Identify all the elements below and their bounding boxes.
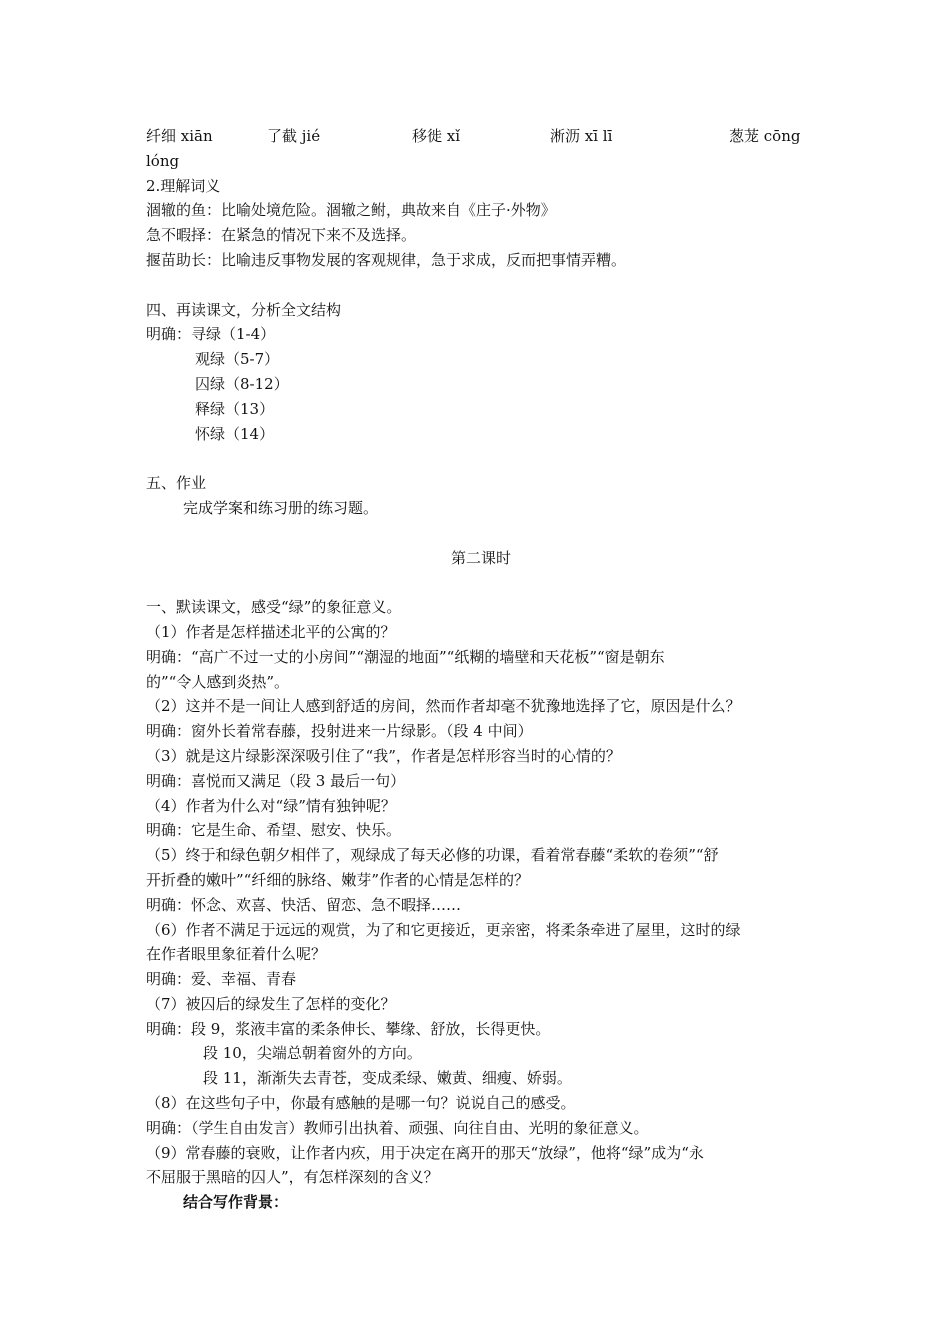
text-line: 明确：它是生命、希望、慰安、快乐。 — [146, 821, 402, 840]
text-line: 开折叠的嫩叶”“纤细的脉络、嫩芽”作者的心情是怎样的？ — [146, 870, 530, 889]
document-page — [146, 124, 816, 1215]
vocab-item: 揠苗助长：比喻违反事物发展的客观规律，急于求成，反而把事情弄糟。 — [146, 250, 627, 269]
structure-item: 怀绿（14） — [195, 424, 275, 443]
text-line: 不屈服于黑暗的囚人”，有怎样深刻的含义？ — [146, 1168, 439, 1187]
structure-item: 明确：寻绿（1-4） — [146, 325, 276, 344]
pinyin-word: 移徙 xǐ — [412, 127, 461, 145]
text-line: 明确：段 9，浆液丰富的柔条伸长、攀缘、舒放，长得更快。 — [146, 1019, 551, 1038]
text-line-indented: 段 10，尖端总朝着窗外的方向。 — [203, 1044, 422, 1063]
lesson-title: 第二课时 — [450, 548, 511, 567]
text-line: 在作者眼里象征着什么呢？ — [146, 945, 327, 964]
text-line: 明确：（学生自由发言）教师引出执着、顽强、向往自由、光明的象征意义。 — [146, 1118, 649, 1137]
pinyin-word-continued: lóng — [146, 151, 180, 170]
text-line: （2）这并不是一间让人感到舒适的房间，然而作者却毫不犹豫地选择了它，原因是什么？ — [146, 697, 741, 716]
pinyin-word: 淅沥 xī lī — [550, 127, 613, 145]
text-line: （9）常春藤的衰败，让作者内疚，用于决定在离开的那天“放绿”，他将“绿”成为“永 — [146, 1143, 704, 1162]
text-line: （1）作者是怎样描述北平的公寓的？ — [146, 622, 396, 641]
structure-heading: 四、再读课文，分析全文结构 — [146, 300, 342, 319]
vocab-item: 急不暇择：在紧急的情况下来不及选择。 — [146, 226, 417, 245]
vocab-heading: 2.理解词义 — [146, 176, 221, 195]
pinyin-word: 葱茏 cōng — [729, 127, 801, 145]
text-line: （4）作者为什么对“绿”情有独钟呢？ — [146, 796, 396, 815]
text-line: （8）在这些句子中，你最有感触的是哪一句？说说自己的感受。 — [146, 1094, 576, 1113]
pinyin-word: 纤细 xiān — [146, 127, 213, 145]
vocab-item: 涸辙的鱼：比喻处境危险。涸辙之鲋，典故来自《庄子·外物》 — [146, 201, 556, 220]
background-heading: 结合写作背景： — [183, 1193, 289, 1212]
section-heading: 一、默读课文，感受“绿”的象征意义。 — [146, 598, 402, 617]
text-line: （5）终于和绿色朝夕相伴了，观绿成了每天必修的功课，看着常春藤“柔软的卷须”“舒 — [146, 846, 719, 865]
pinyin-word: 了截 jié — [267, 127, 321, 145]
text-line: 明确：窗外长着常春藤，投射进来一片绿影。（段 4 中间） — [146, 722, 533, 741]
text-line: 的”“令人感到炎热”。 — [146, 672, 290, 691]
text-line: 明确：爱、幸福、青春 — [146, 970, 297, 989]
text-line: 明确：怀念、欢喜、快活、留恋、急不暇择…… — [146, 895, 462, 914]
text-line-indented: 段 11，渐渐失去青苍，变成柔绿、嫩黄、细瘦、娇弱。 — [203, 1069, 572, 1088]
text-line: 明确：喜悦而又满足（段 3 最后一句） — [146, 771, 406, 790]
structure-item: 释绿（13） — [195, 399, 275, 418]
homework-text: 完成学案和练习册的练习题。 — [183, 498, 379, 517]
text-line: （6）作者不满足于远远的观赏，为了和它更接近，更亲密，将柔条牵进了屋里，这时的绿 — [146, 920, 741, 939]
homework-heading: 五、作业 — [146, 474, 207, 493]
pinyin-row — [146, 124, 816, 149]
text-line: （7）被囚后的绿发生了怎样的变化？ — [146, 994, 396, 1013]
structure-item: 囚绿（8-12） — [195, 374, 289, 393]
text-line: （3）就是这片绿影深深吸引住了“我”，作者是怎样形容当时的心情的？ — [146, 746, 621, 765]
structure-item: 观绿（5-7） — [195, 350, 280, 369]
text-line: 明确：“高广不过一丈的小房间”“潮湿的地面”“纸糊的墙壁和天花板”“窗是朝东 — [146, 647, 665, 666]
